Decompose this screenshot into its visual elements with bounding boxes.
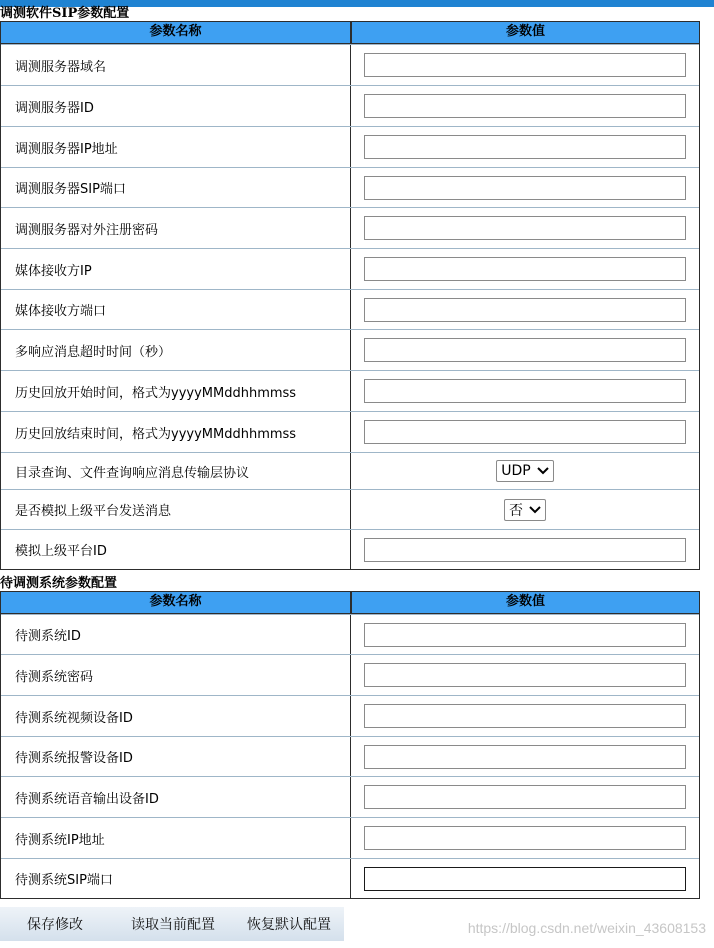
target-system-id-input[interactable] bbox=[364, 623, 686, 647]
media-receiver-port-input[interactable] bbox=[364, 298, 686, 322]
table-row bbox=[1, 817, 699, 858]
table-row bbox=[1, 529, 699, 569]
table-row bbox=[1, 614, 699, 654]
server-register-password-input[interactable] bbox=[364, 216, 686, 240]
table-row bbox=[1, 167, 699, 207]
save-button[interactable]: 保存修改 bbox=[27, 917, 83, 933]
action-button-bar bbox=[0, 907, 344, 941]
table-row bbox=[1, 858, 699, 898]
param-label: 待测系统IP地址 bbox=[1, 818, 351, 858]
table-row bbox=[1, 736, 699, 776]
table-row bbox=[1, 776, 699, 817]
table-row bbox=[1, 411, 699, 452]
param-label: 调测服务器域名 bbox=[1, 45, 351, 85]
playback-start-time-input[interactable] bbox=[364, 379, 686, 403]
param-label: 调测服务器IP地址 bbox=[1, 127, 351, 167]
table-header bbox=[1, 592, 699, 614]
param-label: 历史回放结束时间，格式为yyyyMMddhhmmss bbox=[1, 412, 351, 452]
target-alarm-device-id-input[interactable] bbox=[364, 745, 686, 769]
param-label: 模拟上级平台ID bbox=[1, 530, 351, 569]
column-header-name: 参数名称 bbox=[1, 22, 351, 44]
param-label: 待测系统视频设备ID bbox=[1, 696, 351, 736]
table-row bbox=[1, 370, 699, 411]
transport-protocol-value: UDP bbox=[501, 463, 531, 479]
param-label: 待测系统ID bbox=[1, 615, 351, 654]
target-video-device-id-input[interactable] bbox=[364, 704, 686, 728]
table-row bbox=[1, 695, 699, 736]
param-label: 待测系统语音输出设备ID bbox=[1, 777, 351, 817]
param-label: 历史回放开始时间，格式为yyyyMMddhhmmss bbox=[1, 371, 351, 411]
target-audio-output-device-id-input[interactable] bbox=[364, 785, 686, 809]
param-label: 待测系统SIP端口 bbox=[1, 859, 351, 898]
table-row bbox=[1, 85, 699, 126]
restore-default-button[interactable]: 恢复默认配置 bbox=[247, 917, 331, 933]
param-label: 多响应消息超时时间（秒） bbox=[1, 330, 351, 370]
response-timeout-input[interactable] bbox=[364, 338, 686, 362]
target-system-password-input[interactable] bbox=[364, 663, 686, 687]
param-label: 调测服务器ID bbox=[1, 86, 351, 126]
column-header-value: 参数值 bbox=[351, 592, 699, 614]
chevron-down-icon bbox=[537, 467, 549, 475]
table-row bbox=[1, 452, 699, 489]
table-row bbox=[1, 248, 699, 289]
param-label: 调测服务器SIP端口 bbox=[1, 168, 351, 207]
section-title-target: 待调测系统参数配置 bbox=[0, 576, 118, 591]
table-row bbox=[1, 329, 699, 370]
section-title-sip: 调测软件SIP参数配置 bbox=[0, 6, 130, 21]
param-label: 待测系统报警设备ID bbox=[1, 737, 351, 776]
target-sip-port-input[interactable] bbox=[364, 867, 686, 891]
param-label: 是否模拟上级平台发送消息 bbox=[1, 490, 351, 529]
target-system-table bbox=[0, 591, 700, 899]
simulate-upper-platform-select[interactable] bbox=[504, 499, 546, 521]
param-label: 媒体接收方IP bbox=[1, 249, 351, 289]
column-header-name: 参数名称 bbox=[1, 592, 351, 614]
server-ip-input[interactable] bbox=[364, 135, 686, 159]
media-receiver-ip-input[interactable] bbox=[364, 257, 686, 281]
column-header-value: 参数值 bbox=[351, 22, 699, 44]
table-row bbox=[1, 207, 699, 248]
table-row bbox=[1, 654, 699, 695]
table-header bbox=[1, 22, 699, 44]
param-label: 媒体接收方端口 bbox=[1, 290, 351, 329]
playback-end-time-input[interactable] bbox=[364, 420, 686, 444]
table-row bbox=[1, 44, 699, 85]
simulate-upper-platform-value: 否 bbox=[509, 502, 523, 519]
table-row bbox=[1, 289, 699, 329]
param-label: 目录查询、文件查询响应消息传输层协议 bbox=[1, 453, 351, 489]
table-row bbox=[1, 489, 699, 529]
server-id-input[interactable] bbox=[364, 94, 686, 118]
target-ip-address-input[interactable] bbox=[364, 826, 686, 850]
table-row bbox=[1, 126, 699, 167]
upper-platform-id-input[interactable] bbox=[364, 538, 686, 562]
sip-params-table bbox=[0, 21, 700, 570]
chevron-down-icon bbox=[529, 506, 541, 514]
param-label: 调测服务器对外注册密码 bbox=[1, 208, 351, 248]
watermark-text: https://blog.csdn.net/weixin_43608153 bbox=[467, 920, 706, 936]
read-config-button[interactable]: 读取当前配置 bbox=[131, 917, 215, 933]
server-domain-input[interactable] bbox=[364, 53, 686, 77]
param-label: 待测系统密码 bbox=[1, 655, 351, 695]
server-sip-port-input[interactable] bbox=[364, 176, 686, 200]
transport-protocol-select[interactable] bbox=[496, 460, 553, 482]
